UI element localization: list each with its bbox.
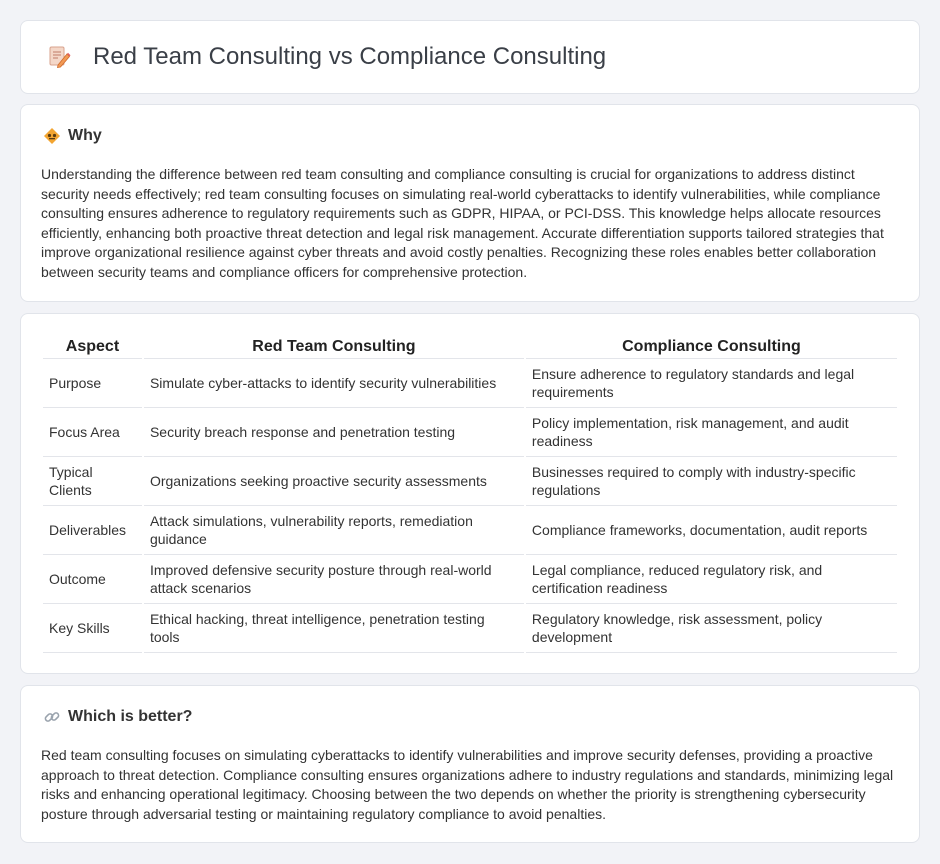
table-row <box>43 457 897 506</box>
header-card <box>20 20 920 94</box>
table-header-row <box>43 336 897 359</box>
table-row <box>43 506 897 555</box>
red-team-cell: Simulate cyber-attacks to identify security vulnerabilities <box>144 359 524 408</box>
red-team-cell: Security breach response and penetration testing <box>144 408 524 457</box>
column-header-red-team: Red Team Consulting <box>144 336 524 359</box>
row-aspect-cell: Purpose <box>43 359 142 408</box>
why-section <box>20 104 920 302</box>
table-row <box>43 604 897 653</box>
comparison-table-card <box>20 313 920 674</box>
row-aspect-cell: Typical Clients <box>43 457 142 506</box>
row-aspect-cell: Deliverables <box>43 506 142 555</box>
red-team-cell: Attack simulations, vulnerability reports, remediation guidance <box>144 506 524 555</box>
table-row <box>43 555 897 604</box>
comparison-table <box>41 336 899 653</box>
red-team-cell: Ethical hacking, threat intelligence, penetration testing tools <box>144 604 524 653</box>
row-aspect-cell: Focus Area <box>43 408 142 457</box>
compliance-cell: Legal compliance, reduced regulatory risk, and certification readiness <box>526 555 897 604</box>
which-is-better-title: Which is better? <box>68 708 193 725</box>
compliance-cell: Businesses required to comply with industry-specific regulations <box>526 457 897 506</box>
compliance-cell: Ensure adherence to regulatory standards and legal requirements <box>526 359 897 408</box>
document-pencil-icon <box>47 45 71 69</box>
which-is-better-text: Red team consulting focuses on simulating cyberattacks to identify vulnerabilities and improve security defenses, providing a proactive approach to threat detection. Compliance consulting ensures organizations adhere to industry regulations and standards, minimizing legal risks and enhancing operational legitimacy. Choosing between the two depends on whether the priority is strengthening cybersecurity posture through adversarial testing or maintaining regulatory compliance to avoid penalties. <box>41 747 894 822</box>
compliance-cell: Compliance frameworks, documentation, audit reports <box>526 506 897 555</box>
compliance-cell: Policy implementation, risk management, and audit readiness <box>526 408 897 457</box>
column-header-aspect: Aspect <box>43 336 142 359</box>
why-text: Understanding the difference between red team consulting and compliance consulting is crucial for organizations to address distinct security needs effectively; red team consulting focuses on simulating real-world cyberattacks to identify vulnerabilities, while compliance consulting ensures adherence to regulatory requirements such as GDPR, HIPAA, or PCI-DSS. This knowledge helps allocate resources efficiently, enhancing both proactive threat detection and legal risk management. Accurate differentiation supports tailored strategies that improve organizational resilience against cyber threats and avoid costly penalties. Recognizing these roles enables better collaboration between security teams and compliance officers for comprehensive protection. <box>41 166 884 280</box>
red-team-cell: Organizations seeking proactive security assessments <box>144 457 524 506</box>
table-row <box>43 359 897 408</box>
page-title: Red Team Consulting vs Compliance Consulting <box>93 43 607 70</box>
why-title: Why <box>68 127 102 144</box>
table-row <box>43 408 897 457</box>
link-icon <box>43 708 61 726</box>
compliance-cell: Regulatory knowledge, risk assessment, policy development <box>526 604 897 653</box>
which-is-better-section <box>20 685 920 843</box>
row-aspect-cell: Outcome <box>43 555 142 604</box>
red-team-cell: Improved defensive security posture through real-world attack scenarios <box>144 555 524 604</box>
row-aspect-cell: Key Skills <box>43 604 142 653</box>
column-header-compliance: Compliance Consulting <box>526 336 897 359</box>
alert-diamond-icon <box>43 127 61 145</box>
